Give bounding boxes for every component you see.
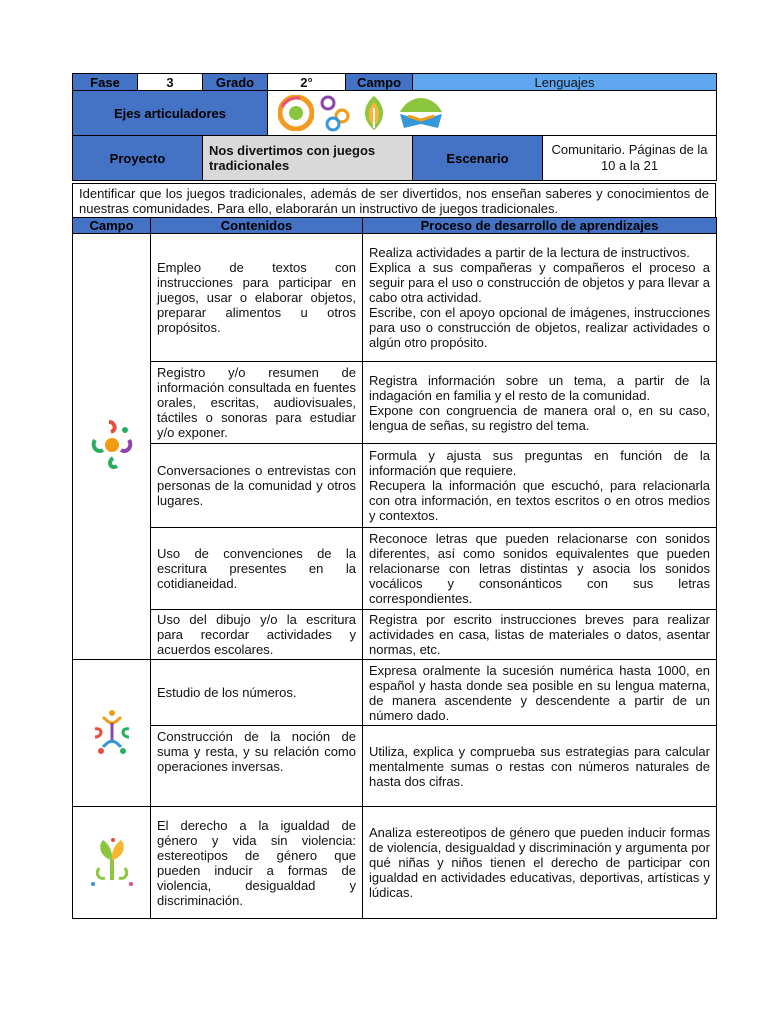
campo-cell-saberes (73, 660, 151, 807)
column-header-proceso: Proceso de desarrollo de aprendizajes (363, 218, 717, 234)
proyecto-label: Proyecto (73, 136, 203, 181)
vida-saludable-icon (356, 94, 392, 132)
proceso-cell: Registra información sobre un tema, a partir de la indagación en familia y el resto de la comunidad. Expone con congruencia de manera oral o, en su caso, lengua de señas, su registro del tema. (363, 362, 717, 444)
proceso-cell: Reconoce letras que pueden relacionarse con sonidos diferentes, así como sonidos equivalentes que pueden relacionarse con letras distintas y asocia los sonidos vocálicos y consonánticos con sus letras correspondientes. (363, 528, 717, 610)
contenido-cell: Empleo de textos con instrucciones para participar en juegos, usar o elaborar objetos, preparar alimentos u otros propósitos. (151, 234, 363, 362)
contenido-cell: Construcción de la noción de suma y resta, y su relación como operaciones inversas. (151, 726, 363, 807)
ejes-icons (268, 91, 717, 136)
contenido-cell: Estudio de los números. (151, 660, 363, 726)
contenido-cell: Uso del dibujo y/o la escritura para recordar actividades y acuerdos escolares. (151, 610, 363, 660)
campo-cell-humano (73, 807, 151, 919)
escenario-value: Comunitario. Páginas de la 10 a la 21 (543, 136, 717, 181)
proceso-cell: Expresa oralmente la sucesión numérica hasta 1000, en español y hasta donde sea posible en su lengua materna, de manera ascendente y descendente a partir de un número dado. (363, 660, 717, 726)
purpose-text: Identificar que los juegos tradicionales, además de ser divertidos, nos enseñan saberes y conocimientos de nuestras comunidades. Para ello, elaborarán un instructivo de juegos tradicionales. (73, 184, 716, 218)
contenido-cell: Uso de convenciones de la escritura presentes en la cotidianeidad. (151, 528, 363, 610)
column-header-campo: Campo (73, 218, 151, 234)
purpose-table (72, 183, 716, 218)
proceso-cell: Registra por escrito instrucciones breves para realizar actividades en casa, listas de materiales o datos, asentar normas, etc. (363, 610, 717, 660)
proceso-cell: Utiliza, explica y comprueba sus estrategias para calcular mentalmente sumas o restas con números naturales de hasta dos cifras. (363, 726, 717, 807)
contenido-cell: El derecho a la igualdad de género y vida sin violencia: estereotipos de género que pueden inducir a formas de violencia, desigualdad y discriminación. (151, 807, 363, 919)
humano-icon (89, 834, 135, 888)
proceso-cell: Realiza actividades a partir de la lectura de instructivos. Explica a sus compañeras y compañeros el proceso a seguir para el uso o construcción de objetos y para llevar a cabo otra actividad. Escribe, con el apoyo opcional de imágenes, instrucciones para uso o construcción de objetos, realizar actividades o algún otro propósito. (363, 234, 717, 362)
proceso-cell: Formula y ajusta sus preguntas en función de la información que requiere. Recupera la información que escuchó, para relacionarla con otra información, en textos escritos o en otros medios y contextos. (363, 444, 717, 528)
lenguajes-icon (89, 416, 135, 474)
content-table (72, 217, 717, 919)
fase-label: Fase (73, 74, 138, 91)
interculturalidad-icon (318, 94, 352, 132)
inclusion-icon (278, 95, 314, 131)
escenario-label: Escenario (413, 136, 543, 181)
campo-value: Lenguajes (413, 74, 717, 91)
contenido-cell: Conversaciones o entrevistas con personas de la comunidad y otros lugares. (151, 444, 363, 528)
proyecto-value: Nos divertimos con juegos tradicionales (203, 136, 413, 181)
fase-value: 3 (138, 74, 203, 91)
grado-label: Grado (203, 74, 268, 91)
ejes-label: Ejes articuladores (73, 91, 268, 136)
header-table (72, 73, 717, 181)
column-header-contenidos: Contenidos (151, 218, 363, 234)
lectura-icon (396, 94, 446, 132)
campo-cell-lenguajes (73, 234, 151, 660)
contenido-cell: Registro y/o resumen de información consultada en fuentes orales, escritas, audiovisuales, táctiles o sonoras para estudiar y/o exponer. (151, 362, 363, 444)
campo-label: Campo (346, 74, 413, 91)
saberes-icon (89, 707, 135, 757)
proceso-cell: Analiza estereotipos de género que pueden inducir formas de violencia, desigualdad y discriminación y argumenta por qué niñas y niños tienen el derecho de participar con igualdad en actividades educativas, deportivas, artísticas y lúdicas. (363, 807, 717, 919)
grado-value: 2° (268, 74, 346, 91)
